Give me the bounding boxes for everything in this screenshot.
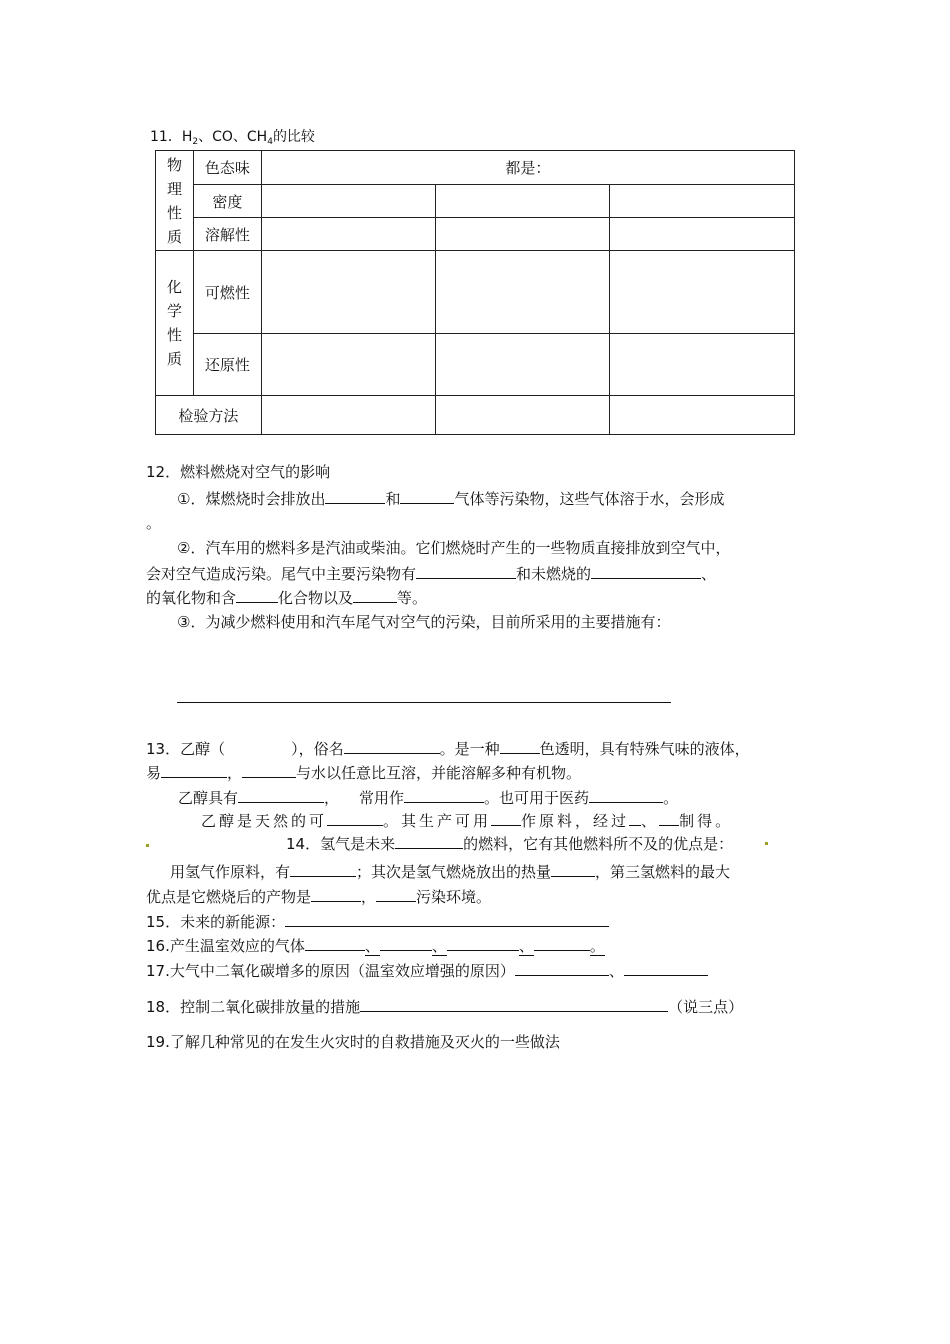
- cell-test-ch4: [610, 396, 795, 435]
- blank[interactable]: [242, 762, 296, 778]
- blank[interactable]: [236, 587, 278, 603]
- blank[interactable]: [624, 960, 708, 976]
- row-label-test-method: 检验方法: [156, 396, 262, 435]
- q14-line2: 用氢气作原料，有 ；其次是氢气燃烧放出的热量 ，第三氢燃料的最大: [170, 863, 731, 881]
- row-label-flammability: 可燃性: [193, 251, 261, 334]
- comparison-table: [155, 150, 795, 435]
- q13-line4: 乙醇是天然的可 。其生产可用 作原料，经过 、 制得。: [201, 812, 734, 830]
- blank[interactable]: [591, 563, 701, 579]
- cell-reducibility-h2: [261, 334, 435, 396]
- color-shared-cell: 都是：: [261, 151, 794, 185]
- q18-line: 18．控制二氧化碳排放量的措施 （说三点）: [146, 998, 744, 1016]
- chemical-properties-label: 化学性质: [156, 251, 194, 396]
- q12-point3: ③．为减少燃料使用和汽车尾气对空气的污染，目前所采用的主要措施有：: [177, 613, 671, 631]
- blank[interactable]: [311, 886, 361, 902]
- cell-flammability-ch4: [610, 251, 795, 334]
- blank[interactable]: [491, 810, 521, 826]
- cell-reducibility-ch4: [610, 334, 795, 396]
- row-label-density: 密度: [193, 185, 261, 218]
- blank[interactable]: [327, 810, 383, 826]
- cell-test-h2: [261, 396, 435, 435]
- blank[interactable]: [344, 738, 440, 754]
- cell-density-h2: [261, 185, 435, 218]
- q12-title: 12．燃料燃烧对空气的影响: [146, 463, 331, 481]
- blank[interactable]: [285, 911, 609, 927]
- q12-point2-line2: 会对空气造成污染。尾气中主要污染物有 和未燃烧的 、: [146, 565, 717, 583]
- blank[interactable]: [290, 861, 356, 877]
- blank[interactable]: [161, 762, 227, 778]
- cell-density-co: [435, 185, 610, 218]
- q12-point1: ①．煤燃烧时会排放出 和 气体等污染物，这些气体溶于水，会形成: [177, 490, 725, 508]
- cell-test-co: [435, 396, 610, 435]
- blank[interactable]: [404, 787, 484, 803]
- blank[interactable]: [325, 488, 385, 504]
- q12-point2-line1: ②．汽车用的燃料多是汽油或柴油。它们燃烧时产生的一些物质直接排放到空气中，: [177, 539, 731, 557]
- physical-properties-label: 物理性质: [156, 151, 194, 251]
- blank[interactable]: [534, 935, 590, 951]
- row-label-solubility: 溶解性: [193, 218, 261, 251]
- blank[interactable]: [589, 787, 663, 803]
- scan-speck: [146, 844, 149, 847]
- q15-line: 15．未来的新能源：: [146, 911, 609, 932]
- q11-title: 11．$H_2$、CO、$CH_4$的比较: [150, 129, 315, 147]
- q12-point2-line3: 的氧化物和含 化合物以及 等。: [146, 589, 428, 607]
- blank[interactable]: [515, 960, 609, 976]
- blank[interactable]: [500, 738, 540, 754]
- cell-density-ch4: [610, 185, 795, 218]
- q12-point1-end: 。: [146, 514, 162, 532]
- q16-line: 16.产生温室效应的气体 、 、 、 。: [146, 937, 605, 955]
- cell-flammability-co: [435, 251, 610, 334]
- cell-solubility-h2: [261, 218, 435, 251]
- blank[interactable]: [238, 787, 324, 803]
- row-label-color: 色态味: [193, 151, 261, 185]
- q13-line3: 乙醇具有 ， 常用作 。也可用于医药 。: [178, 789, 679, 807]
- blank[interactable]: [416, 563, 516, 579]
- cell-flammability-h2: [261, 251, 435, 334]
- cell-reducibility-co: [435, 334, 610, 396]
- blank[interactable]: [395, 833, 463, 849]
- blank[interactable]: [353, 587, 397, 603]
- cell-solubility-ch4: [610, 218, 795, 251]
- q13-line1: 13．乙醇（ ），俗名 。是一种 色透明，具有特殊气味的液体，: [146, 740, 750, 758]
- blank[interactable]: [380, 935, 432, 951]
- q12-answer-line[interactable]: [177, 702, 671, 703]
- row-label-reducibility: 还原性: [193, 334, 261, 396]
- q14-line3: 优点是它燃烧后的产物是 ， 污染环境。: [146, 888, 492, 906]
- blank[interactable]: [376, 886, 416, 902]
- blank[interactable]: [305, 935, 365, 951]
- blank[interactable]: [400, 488, 454, 504]
- q19-line: 19.了解几种常见的在发生火灾时的自救措施及灭火的一些做法: [146, 1033, 560, 1051]
- scan-speck: [765, 842, 768, 845]
- blank[interactable]: [659, 810, 679, 826]
- blank[interactable]: [447, 935, 519, 951]
- blank[interactable]: [360, 996, 668, 1012]
- q14-line1: 14．氢气是未来 的燃料，它有其他燃料所不及的优点是：: [286, 835, 734, 853]
- blank[interactable]: [551, 861, 595, 877]
- q13-line2: 易 ， 与水以任意比互溶，并能溶解多种有机物。: [146, 764, 582, 782]
- cell-solubility-co: [435, 218, 610, 251]
- q17-line: 17.大气中二氧化碳增多的原因（温室效应增强的原因） 、: [146, 960, 708, 981]
- blank[interactable]: [629, 810, 641, 826]
